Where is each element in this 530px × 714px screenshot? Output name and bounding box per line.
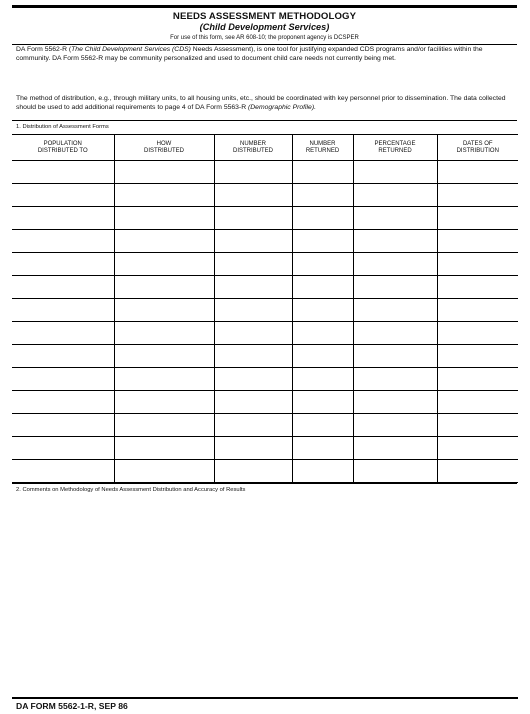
how-distributed-cell[interactable] xyxy=(114,460,214,483)
number-distributed-cell[interactable] xyxy=(214,276,292,299)
comments-field[interactable] xyxy=(16,497,516,692)
distribution-table xyxy=(12,134,518,483)
column-header-population xyxy=(12,135,114,161)
number-returned-cell[interactable] xyxy=(292,322,353,345)
intro-paragraph-1 xyxy=(16,46,508,63)
table-row xyxy=(12,276,518,299)
table-row xyxy=(12,253,518,276)
number-distributed-cell[interactable] xyxy=(214,230,292,253)
dates-of-distribution-cell[interactable] xyxy=(437,437,518,460)
percentage-returned-cell[interactable] xyxy=(353,230,437,253)
number-distributed-cell[interactable] xyxy=(214,437,292,460)
percentage-returned-cell[interactable] xyxy=(353,161,437,184)
dates-of-distribution-cell[interactable] xyxy=(437,276,518,299)
number-returned-cell[interactable] xyxy=(292,184,353,207)
number-distributed-cell[interactable] xyxy=(214,184,292,207)
table-row xyxy=(12,368,518,391)
population-cell[interactable] xyxy=(12,207,114,230)
intro-paragraph-2 xyxy=(16,95,508,112)
percentage-returned-cell[interactable] xyxy=(353,368,437,391)
number-returned-cell[interactable] xyxy=(292,460,353,483)
percentage-returned-cell[interactable] xyxy=(353,184,437,207)
population-cell[interactable] xyxy=(12,299,114,322)
table-row xyxy=(12,299,518,322)
how-distributed-cell[interactable] xyxy=(114,368,214,391)
percentage-returned-cell[interactable] xyxy=(353,414,437,437)
header-line: POPULATION xyxy=(43,140,82,147)
number-distributed-cell[interactable] xyxy=(214,414,292,437)
population-cell[interactable] xyxy=(12,230,114,253)
number-returned-cell[interactable] xyxy=(292,414,353,437)
intro-italic-text: (Demographic Profile). xyxy=(248,103,316,111)
how-distributed-cell[interactable] xyxy=(114,276,214,299)
form-subtitle: (Child Development Services) xyxy=(199,22,330,32)
column-header-how-distributed xyxy=(114,135,214,161)
number-distributed-cell[interactable] xyxy=(214,299,292,322)
population-cell[interactable] xyxy=(12,368,114,391)
number-returned-cell[interactable] xyxy=(292,299,353,322)
column-header-number-returned xyxy=(292,135,353,161)
number-returned-cell[interactable] xyxy=(292,437,353,460)
percentage-returned-cell[interactable] xyxy=(353,460,437,483)
table-row xyxy=(12,391,518,414)
how-distributed-cell[interactable] xyxy=(114,230,214,253)
percentage-returned-cell[interactable] xyxy=(353,207,437,230)
top-border xyxy=(12,5,517,8)
dates-of-distribution-cell[interactable] xyxy=(437,230,518,253)
header-line: RETURNED xyxy=(305,147,340,154)
dates-of-distribution-cell[interactable] xyxy=(437,184,518,207)
number-returned-cell[interactable] xyxy=(292,391,353,414)
dates-of-distribution-cell[interactable] xyxy=(437,161,518,184)
header-line: DISTRIBUTED TO xyxy=(37,147,88,154)
how-distributed-cell[interactable] xyxy=(114,414,214,437)
table-row xyxy=(12,207,518,230)
population-cell[interactable] xyxy=(12,184,114,207)
intro-text: Needs Assessment), is one tool for justifying expanded CDS programs and/or facilities within the community. DA Form 5562-R may be community personalized and used to document child care needs not currently being met. xyxy=(16,46,483,62)
population-cell[interactable] xyxy=(12,391,114,414)
number-distributed-cell[interactable] xyxy=(214,391,292,414)
percentage-returned-cell[interactable] xyxy=(353,276,437,299)
form-id: DA FORM 5562-1-R, SEP 86 xyxy=(16,701,128,711)
header-line: DISTRIBUTED xyxy=(143,147,184,154)
table-row xyxy=(12,460,518,483)
how-distributed-cell[interactable] xyxy=(114,345,214,368)
dates-of-distribution-cell[interactable] xyxy=(437,345,518,368)
percentage-returned-cell[interactable] xyxy=(353,345,437,368)
population-cell[interactable] xyxy=(12,414,114,437)
population-cell[interactable] xyxy=(12,460,114,483)
how-distributed-cell[interactable] xyxy=(114,391,214,414)
table-row xyxy=(12,437,518,460)
percentage-returned-cell[interactable] xyxy=(353,322,437,345)
dates-of-distribution-cell[interactable] xyxy=(437,414,518,437)
population-cell[interactable] xyxy=(12,345,114,368)
column-header-percentage-returned xyxy=(353,135,437,161)
table-row xyxy=(12,184,518,207)
header-line: HOW xyxy=(156,140,172,147)
table-row xyxy=(12,322,518,345)
table-row xyxy=(12,230,518,253)
percentage-returned-cell[interactable] xyxy=(353,253,437,276)
percentage-returned-cell[interactable] xyxy=(353,391,437,414)
header-line: RETURNED xyxy=(378,147,412,154)
section-2-label: 2. Comments on Methodology of Needs Assessment Distribution and Accuracy of Results xyxy=(16,487,246,493)
number-distributed-cell[interactable] xyxy=(214,345,292,368)
number-distributed-cell[interactable] xyxy=(214,253,292,276)
divider xyxy=(12,120,517,121)
number-distributed-cell[interactable] xyxy=(214,207,292,230)
number-returned-cell[interactable] xyxy=(292,230,353,253)
header-line: NUMBER xyxy=(309,140,336,147)
percentage-returned-cell[interactable] xyxy=(353,299,437,322)
footer-divider xyxy=(12,697,518,699)
header-line: DISTRIBUTED xyxy=(232,147,273,154)
how-distributed-cell[interactable] xyxy=(114,207,214,230)
section-1-label: 1. Distribution of Assessment Forms xyxy=(16,124,109,130)
how-distributed-cell[interactable] xyxy=(114,184,214,207)
how-distributed-cell[interactable] xyxy=(114,161,214,184)
header-line: DISTRIBUTION xyxy=(456,147,499,154)
proponent-line: For use of this form, see AR 608-10; the proponent agency is DCSPER xyxy=(170,35,359,41)
percentage-returned-cell[interactable] xyxy=(353,437,437,460)
number-returned-cell[interactable] xyxy=(292,276,353,299)
dates-of-distribution-cell[interactable] xyxy=(437,368,518,391)
number-distributed-cell[interactable] xyxy=(214,368,292,391)
dates-of-distribution-cell[interactable] xyxy=(437,391,518,414)
how-distributed-cell[interactable] xyxy=(114,299,214,322)
form-title: NEEDS ASSESSMENT METHODOLOGY xyxy=(172,11,357,22)
header-line: DATES OF xyxy=(462,140,493,147)
number-returned-cell[interactable] xyxy=(292,368,353,391)
header-line: NUMBER xyxy=(239,140,266,147)
number-returned-cell[interactable] xyxy=(292,161,353,184)
column-header-number-distributed xyxy=(214,135,292,161)
number-returned-cell[interactable] xyxy=(292,253,353,276)
dates-of-distribution-cell[interactable] xyxy=(437,253,518,276)
table-row xyxy=(12,345,518,368)
header-line: PERCENTAGE xyxy=(374,140,416,147)
how-distributed-cell[interactable] xyxy=(114,253,214,276)
how-distributed-cell[interactable] xyxy=(114,322,214,345)
dates-of-distribution-cell[interactable] xyxy=(437,460,518,483)
dates-of-distribution-cell[interactable] xyxy=(437,207,518,230)
population-cell[interactable] xyxy=(12,437,114,460)
number-distributed-cell[interactable] xyxy=(214,322,292,345)
population-cell[interactable] xyxy=(12,276,114,299)
population-cell[interactable] xyxy=(12,161,114,184)
table-row xyxy=(12,161,518,184)
table-row xyxy=(12,414,518,437)
population-cell[interactable] xyxy=(12,253,114,276)
intro-italic-text: The Child Development Services (CDS) xyxy=(71,46,191,53)
dates-of-distribution-cell[interactable] xyxy=(437,322,518,345)
dates-of-distribution-cell[interactable] xyxy=(437,299,518,322)
intro-text: The method of distribution, e.g., through military units, to all housing units, etc., should be coordinated with key personnel prior to dissemination. The data collected should be used to add additional requirements to page 4 of DA Form 5563-R xyxy=(16,95,506,111)
intro-text: DA Form 5562-R ( xyxy=(16,46,72,53)
number-distributed-cell[interactable] xyxy=(214,161,292,184)
how-distributed-cell[interactable] xyxy=(114,437,214,460)
population-cell[interactable] xyxy=(12,322,114,345)
number-returned-cell[interactable] xyxy=(292,207,353,230)
column-header-dates-of-distribution xyxy=(437,135,518,161)
divider xyxy=(12,483,517,484)
number-distributed-cell[interactable] xyxy=(214,460,292,483)
number-returned-cell[interactable] xyxy=(292,345,353,368)
table-header-row xyxy=(12,135,518,161)
divider xyxy=(12,44,517,45)
